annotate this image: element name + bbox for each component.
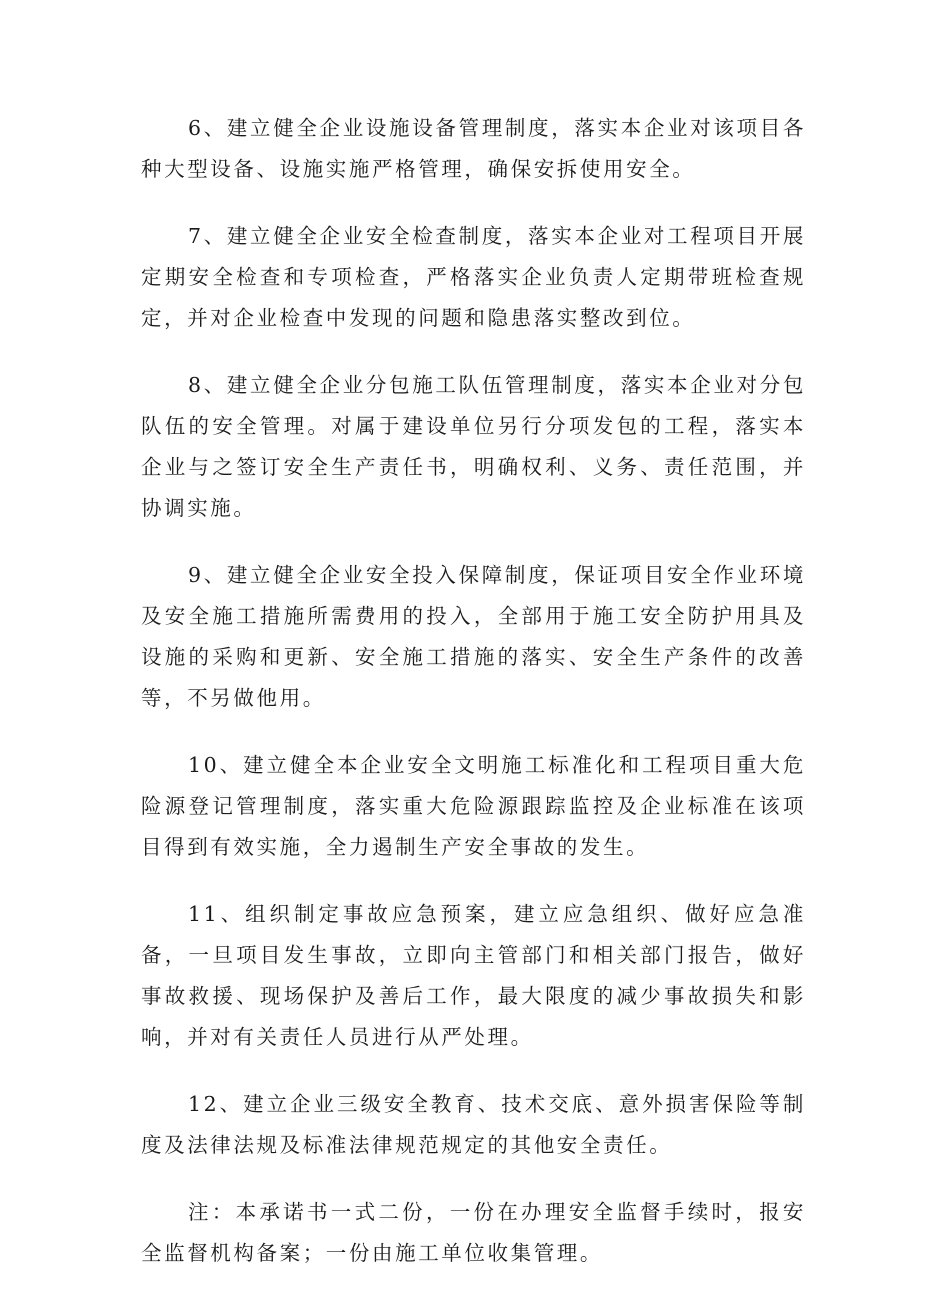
paragraph-item-10: 10、建立健全本企业安全文明施工标准化和工程项目重大危险源登记管理制度，落实重大危险源跟踪监控及企业标准在该项目得到有效实施，全力遏制生产安全事故的发生。 — [141, 753, 806, 859]
paragraph-item-7: 7、建立健全企业安全检查制度，落实本企业对工程项目开展定期安全检查和专项检查，严格落实企业负责人定期带班检查规定，并对企业检查中发现的问题和隐患落实整改到位。 — [141, 224, 806, 330]
document-body — [141, 108, 806, 1300]
paragraph-item-6: 6、建立健全企业设施设备管理制度，落实本企业对该项目各种大型设备、设施实施严格管理，确保安拆使用安全。 — [141, 116, 806, 181]
paragraph-item-12: 12、建立企业三级安全教育、技术交底、意外损害保险等制度及法律法规及标准法律规范规定的其他安全责任。 — [141, 1092, 806, 1157]
paragraph-item-8: 8、建立健全企业分包施工队伍管理制度，落实本企业对分包队伍的安全管理。对属于建设单位另行分项发包的工程，落实本企业与之签订安全生产责任书，明确权利、义务、责任范围，并协调实施。 — [141, 373, 806, 520]
note-paragraph: 注：本承诺书一式二份，一份在办理安全监督手续时，报安全监督机构备案；一份由施工单位收集管理。 — [141, 1200, 806, 1265]
paragraph-item-11: 11、组织制定事故应急预案，建立应急组织、做好应急准备，一旦项目发生事故，立即向主管部门和相关部门报告，做好事故救援、现场保护及善后工作，最大限度的减少事故损失和影响，并对有关责任人员进行从严处理。 — [141, 902, 806, 1049]
paragraph-item-9: 9、建立健全企业安全投入保障制度，保证项目安全作业环境及安全施工措施所需费用的投入，全部用于施工安全防护用具及设施的采购和更新、安全施工措施的落实、安全生产条件的改善等，不另做他用。 — [141, 563, 806, 710]
